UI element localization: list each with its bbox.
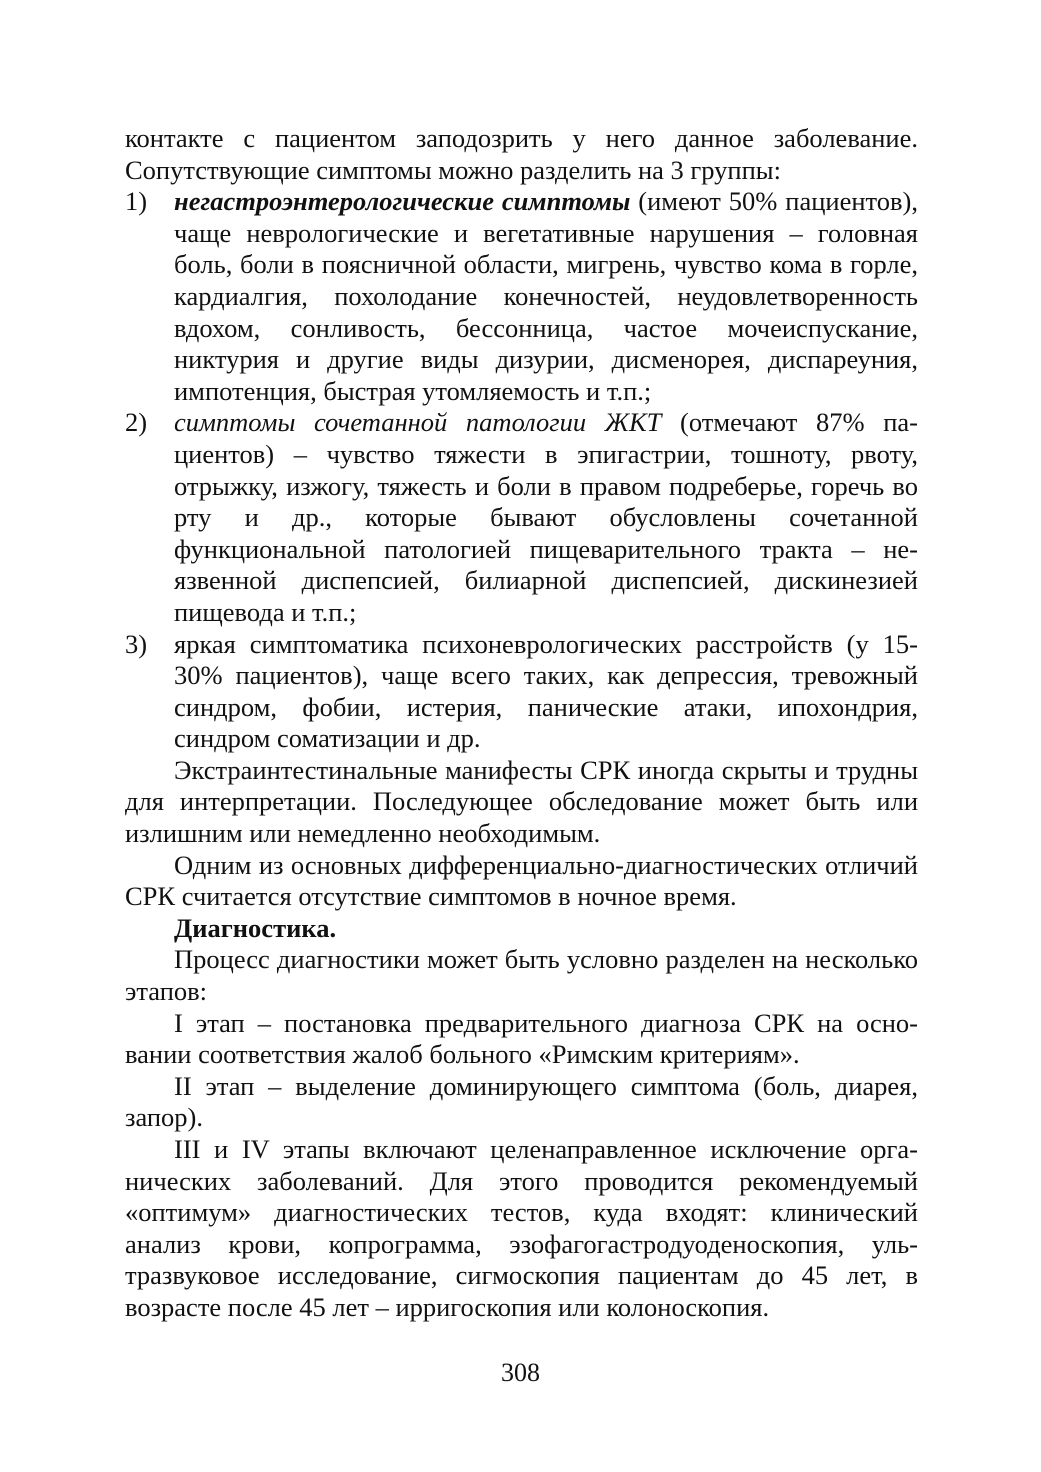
- list-item-number: 2): [125, 407, 148, 438]
- list-item-number: 3): [125, 628, 148, 659]
- list-item: [125, 186, 918, 407]
- section-heading: Диагностика.: [174, 912, 337, 943]
- stage-3-4-paragraph: III и IV этапы включают целенаправленное исключение органических заболеваний. Для этого проводится рекомендуемый «оптимум» диагностических тестов, куда входят: клинический анализ крови, копрограмма, эзофагогастродуоденоскопия, ультразвуковое исследование, сигмоскопия пациентам до 45 лет, в возрасте после 45 лет – ирригоскопия или колоноскопия.: [125, 1134, 918, 1322]
- night-symptoms-paragraph: Одним из основных дифференциально-диагностических отличий СРК считается отсутствие симптомов в ночное время.: [125, 849, 918, 912]
- list-item-term: негастроэнтерологические симптомы: [174, 186, 631, 217]
- extraintestinal-paragraph: Экстраинтестинальные манифесты СРК иногда скрыты и трудны для интерпретации. Последующее обследование может быть или излишним или немедленно необходимым.: [125, 754, 918, 849]
- list-item: [125, 629, 918, 755]
- intro-paragraph: контакте с пациентом заподозрить у него данное заболевание. Сопутствующие симптомы можно разделить на 3 группы:: [125, 123, 918, 185]
- stage-2-paragraph: II этап – выделение доминирующего симптома (боль, диарея, запор).: [125, 1070, 918, 1133]
- stage-1-paragraph: I этап – постановка предварительного диагноза СРК на основании соответствия жалоб больного «Римским критериям».: [125, 1007, 918, 1070]
- symptom-groups-list: [125, 186, 918, 755]
- list-item-text: (отмечают 87% пациентов) – чувство тяжести в эпигастрии, тошноту, рвоту, отрыжку, изжогу, тяжесть и боли в правом подреберье, горечь во рту и др., которые бывают обусловлены сочетанной функциональной патологией пищеварительного тракта – неязвенной диспепсией, билиарной диспепсией, дискинезией пищевода и т.п.;: [174, 407, 918, 627]
- list-item-number: 1): [125, 186, 148, 217]
- list-item-text: яркая симптоматика психоневрологических расстройств (у 15-30% пациентов), чаще всего таких, как депрессия, тревожный синдром, фобии, истерия, панические атаки, ипохондрия, синдром соматизации и др.: [174, 628, 918, 754]
- list-item-term: симптомы сочетанной патологии ЖКТ: [174, 407, 662, 438]
- page-body: [125, 123, 918, 1324]
- list-item: [125, 407, 918, 628]
- page-number: 308: [501, 1358, 540, 1387]
- diagnostics-intro-paragraph: Процесс диагностики может быть условно разделен на несколько этапов:: [125, 944, 918, 1007]
- list-item-text: (имеют 50% пациентов), чаще неврологические и вегетативные нарушения – головная боль, боли в поясничной области, мигрень, чувство кома в горле, кардиалгия, похолодание конечностей, неудовлетворенность вдохом, сонливость, бессонница, частое мочеиспускание, никтурия и другие виды дизурии, дисменорея, диспареуния, импотенция, быстрая утомляемость и т.п.;: [174, 186, 918, 406]
